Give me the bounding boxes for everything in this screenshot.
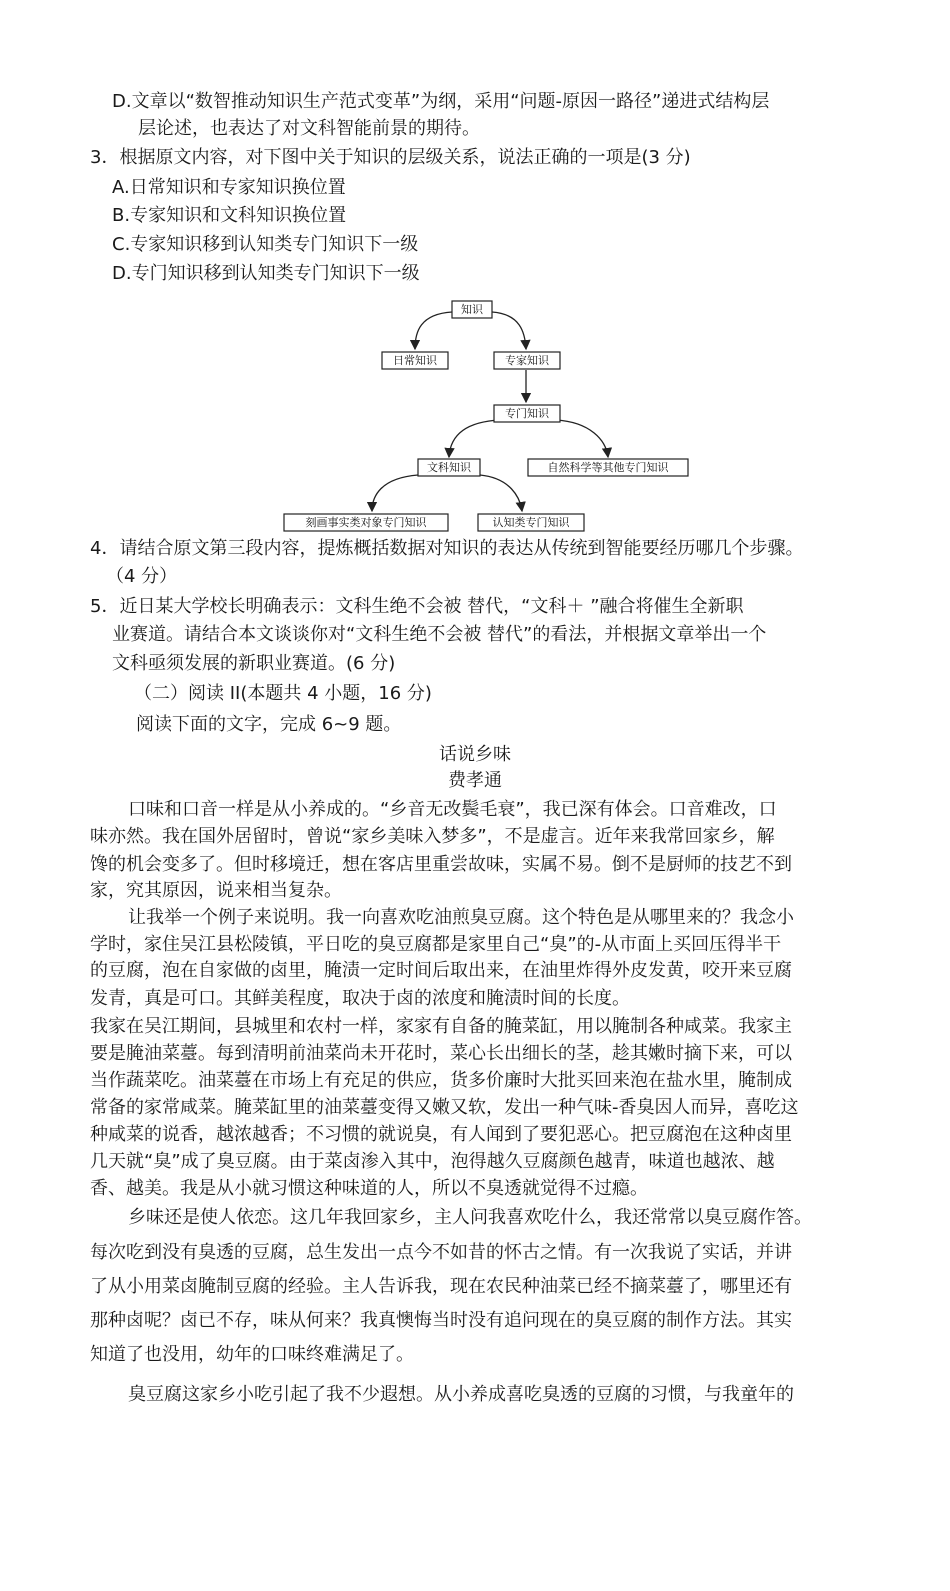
- node-special-knowledge: [494, 405, 560, 422]
- q3-stem: 3．根据原文内容，对下图中关于知识的层级关系，说法正确的一项是(3 分): [90, 147, 691, 168]
- q3-option-d: D.专门知识移到认知类专门知识下一级: [112, 263, 420, 284]
- q3-option-c: C.专家知识移到认知类专门知识下一级: [112, 234, 419, 255]
- article-title: 话说乡味: [439, 744, 511, 765]
- node-natural-science-knowledge-label: 自然科学等其他专门知识: [547, 461, 669, 474]
- article-line: 了从小用菜卤腌制豆腐的经验。主人告诉我，现在农民种油菜已经不摘菜薹了，哪里还有: [90, 1276, 792, 1297]
- node-daily-knowledge: [382, 352, 448, 369]
- article-line: 要是腌油菜薹。每到清明前油菜尚未开花时，菜心长出细长的茎，趁其嫩时摘下来，可以: [90, 1043, 792, 1064]
- node-special-knowledge-label: 专门知识: [505, 407, 549, 420]
- article-line: 的豆腐，泡在自家做的卤里，腌渍一定时间后取出来，在油里炸得外皮发黄，咬开来豆腐: [90, 960, 792, 981]
- article-line: 那种卤呢？卤已不存，味从何来？我真懊悔当时没有追问现在的臭豆腐的制作方法。其实: [90, 1310, 792, 1331]
- article-line: 口味和口音一样是从小养成的。“乡音无改鬓毛衰”，我已深有体会。口音难改，口: [128, 799, 777, 820]
- knowledge-hierarchy-diagram: [305, 292, 700, 536]
- node-knowledge-label: 知识: [461, 303, 483, 316]
- q4-line1: 4．请结合原文第三段内容，提炼概括数据对知识的表达从传统到智能要经历哪几个步骤。: [90, 538, 804, 559]
- article-line: 臭豆腐这家乡小吃引起了我不少遐想。从小养成喜吃臭透的豆腐的习惯，与我童年的: [128, 1384, 794, 1405]
- node-cognitive-knowledge: [478, 514, 584, 531]
- article-line: 当作蔬菜吃。油菜薹在市场上有充足的供应，货多价廉时大批买回来泡在盐水里，腌制成: [90, 1070, 792, 1091]
- node-liberal-arts-knowledge-label: 文科知识: [427, 461, 471, 474]
- arrow-root-to-expert: [492, 312, 526, 349]
- article-line: 味亦然。我在国外居留时，曾说“家乡美味入梦多”，不是虚言。近年来我常回家乡，解: [90, 826, 775, 847]
- q4-line2: （4 分）: [106, 566, 178, 587]
- article-line: 香、越美。我是从小就习惯这种味道的人，所以不臭透就觉得不过瘾。: [90, 1178, 648, 1199]
- arrow-liberal-to-depict: [372, 475, 418, 511]
- article-line: 学时，家住吴江县松陵镇，平日吃的臭豆腐都是家里自己“臭”的-从市面上买回压得半干: [90, 934, 782, 955]
- arrow-special-to-liberal: [449, 420, 500, 457]
- q5-line3: 文科亟须发展的新职业赛道。(6 分): [112, 653, 396, 674]
- q3-option-b: B.专家知识和文科知识换位置: [112, 205, 347, 226]
- section-heading: （二）阅读 II(本题共 4 小题，16 分): [134, 683, 432, 704]
- node-cognitive-knowledge-label: 认知类专门知识: [492, 516, 570, 529]
- node-expert-knowledge: [494, 352, 560, 369]
- node-daily-knowledge-label: 日常知识: [393, 354, 437, 367]
- q3-option-a: A.日常知识和专家知识换位置: [112, 177, 346, 198]
- article-author: 费孝通: [448, 770, 502, 791]
- article-line: 知道了也没用，幼年的口味终难满足了。: [90, 1344, 414, 1365]
- article-line: 家，究其原因，说来相当复杂。: [90, 880, 342, 901]
- article-line: 让我举一个例子来说明。我一向喜欢吃油煎臭豆腐。这个特色是从哪里来的？我念小: [128, 907, 794, 928]
- arrow-liberal-to-cognitive: [480, 475, 522, 511]
- article-line: 乡味还是使人依恋。这几年我回家乡，主人问我喜欢吃什么，我还常常以臭豆腐作答。: [128, 1207, 812, 1228]
- article-line: 我家在吴江期间，县城里和农村一样，家家有自备的腌菜缸，用以腌制各种咸菜。我家主: [90, 1016, 792, 1037]
- arrow-root-to-daily: [415, 312, 452, 349]
- q5-line2: 业赛道。请结合本文谈谈你对“文科生绝不会被 替代”的看法，并根据文章举出一个: [112, 624, 767, 645]
- article-line: 馋的机会变多了。但时移境迁，想在客店里重尝故味，实属不易。倒不是厨师的技艺不到: [90, 854, 792, 875]
- arrow-special-to-natural: [556, 420, 608, 457]
- article-line: 每次吃到没有臭透的豆腐，总生发出一点今不如昔的怀古之情。有一次我说了实话，并讲: [90, 1242, 792, 1263]
- section-instruction: 阅读下面的文字，完成 6~9 题。: [136, 714, 402, 735]
- q5-line1: 5．近日某大学校长明确表示：文科生绝不会被 替代，“文科＋ ”融合将催生全新职: [90, 596, 744, 617]
- q2-option-d-line1: D.文章以“数智推动知识生产范式变革”为纲，采用“问题-原因一路径”递进式结构层: [112, 91, 770, 112]
- node-liberal-arts-knowledge: [418, 459, 480, 476]
- node-depict-facts-knowledge-label: 刻画事实类对象专门知识: [305, 516, 427, 529]
- node-natural-science-knowledge: [528, 459, 688, 476]
- article-line: 常备的家常咸菜。腌菜缸里的油菜薹变得又嫩又软，发出一种气味-香臭因人而异，喜吃这: [90, 1097, 799, 1118]
- article-line: 种咸菜的说香，越浓越香；不习惯的就说臭，有人闻到了要犯恶心。把豆腐泡在这种卤里: [90, 1124, 792, 1145]
- article-line: 几天就“臭”成了臭豆腐。由于菜卤渗入其中，泡得越久豆腐颜色越青，味道也越浓、越: [90, 1151, 775, 1172]
- node-knowledge: [452, 301, 492, 318]
- article-line: 发青，真是可口。其鲜美程度，取决于卤的浓度和腌渍时间的长度。: [90, 988, 630, 1009]
- node-depict-facts-knowledge: [284, 514, 448, 531]
- node-expert-knowledge-label: 专家知识: [505, 354, 549, 367]
- q2-option-d-line2: 层论述，也表达了对文科智能前景的期待。: [138, 118, 480, 139]
